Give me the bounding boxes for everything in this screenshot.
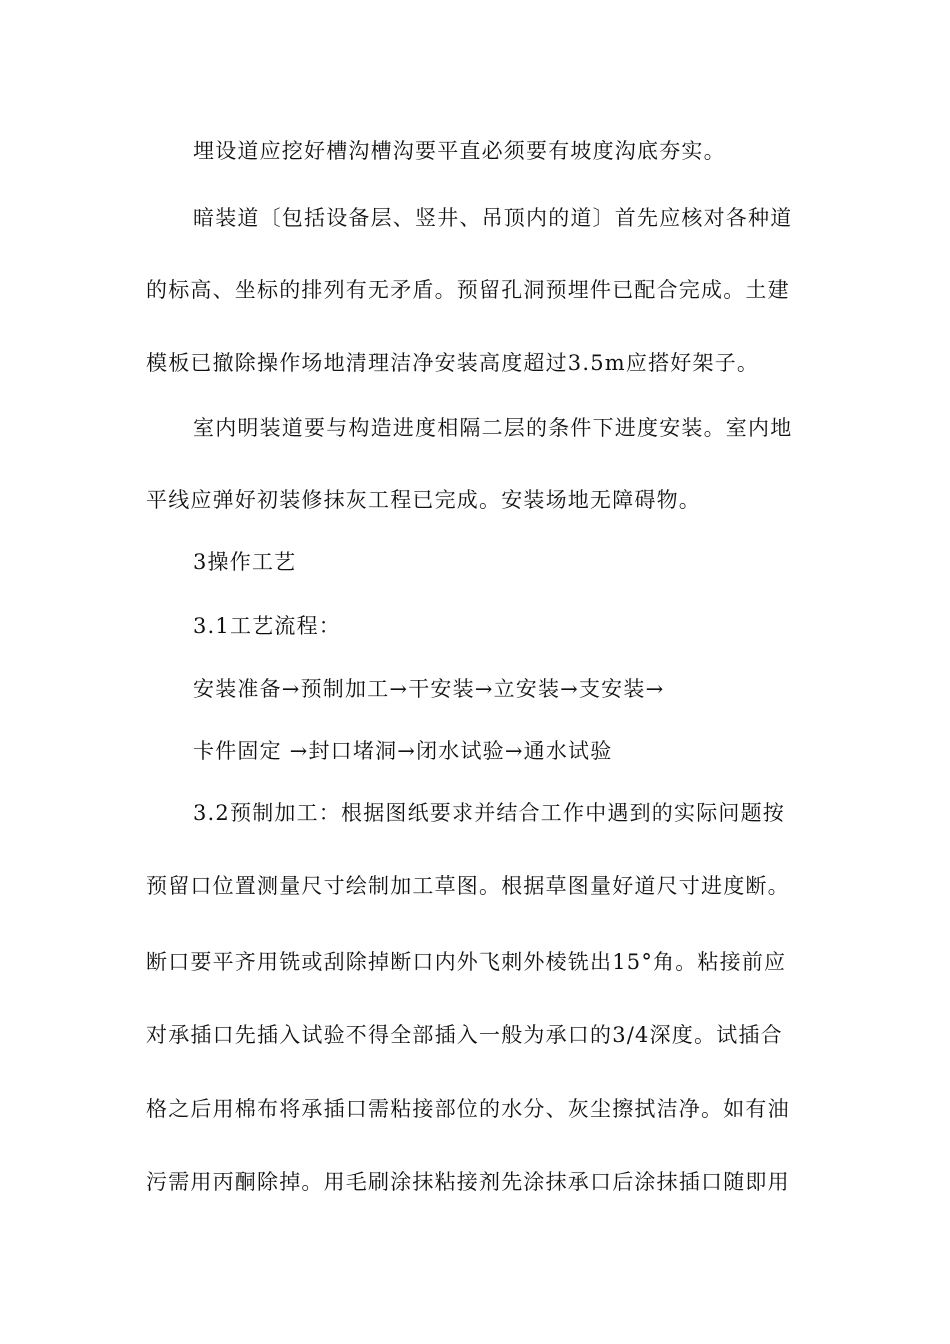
paragraph-line: 预留口位置测量尺寸绘制加工草图。根据草图量好道尺寸进度断。 (146, 874, 790, 898)
paragraph-line: 对承插口先插入试验不得全部插入一般为承口的3/4深度。试插合 (146, 1023, 783, 1047)
process-flow-line: 安装准备→预制加工→干安装→立安装→支安装→ (193, 677, 665, 701)
paragraph-line: 污需用丙酮除掉。用毛刷涂抹粘接剂先涂抹承口后涂抹插口随即用 (146, 1170, 790, 1194)
paragraph-line: 的标高、坐标的排列有无矛盾。预留孔洞预埋件已配合完成。土建 (146, 278, 790, 302)
paragraph-line: 3.2预制加工：根据图纸要求并结合工作中遇到的实际问题按 (193, 801, 785, 825)
paragraph-line: 模板已撤除操作场地清理洁净安装高度超过3.5m应搭好架子。 (146, 351, 760, 375)
paragraph-line: 格之后用棉布将承插口需粘接部位的水分、灰尘擦拭洁净。如有油 (146, 1097, 790, 1121)
paragraph-line: 暗装道〔包括设备层、竖井、吊顶内的道〕首先应核对各种道 (193, 206, 793, 230)
paragraph-line: 埋设道应挖好槽沟槽沟要平直必须要有坡度沟底夯实。 (193, 139, 726, 163)
paragraph-line: 平线应弹好初装修抹灰工程已完成。安装场地无障碍物。 (146, 488, 701, 512)
paragraph-line: 室内明装道要与构造进度相隔二层的条件下进度安装。室内地 (193, 416, 793, 440)
process-flow-line: 卡件固定 →封口堵洞→闭水试验→通水试验 (193, 739, 613, 763)
subsection-heading: 3.1工艺流程： (193, 614, 341, 638)
paragraph-line: 断口要平齐用铣或刮除掉断口内外飞刺外棱铣出15°角。粘接前应 (146, 950, 787, 974)
section-heading: 3操作工艺 (193, 550, 297, 574)
